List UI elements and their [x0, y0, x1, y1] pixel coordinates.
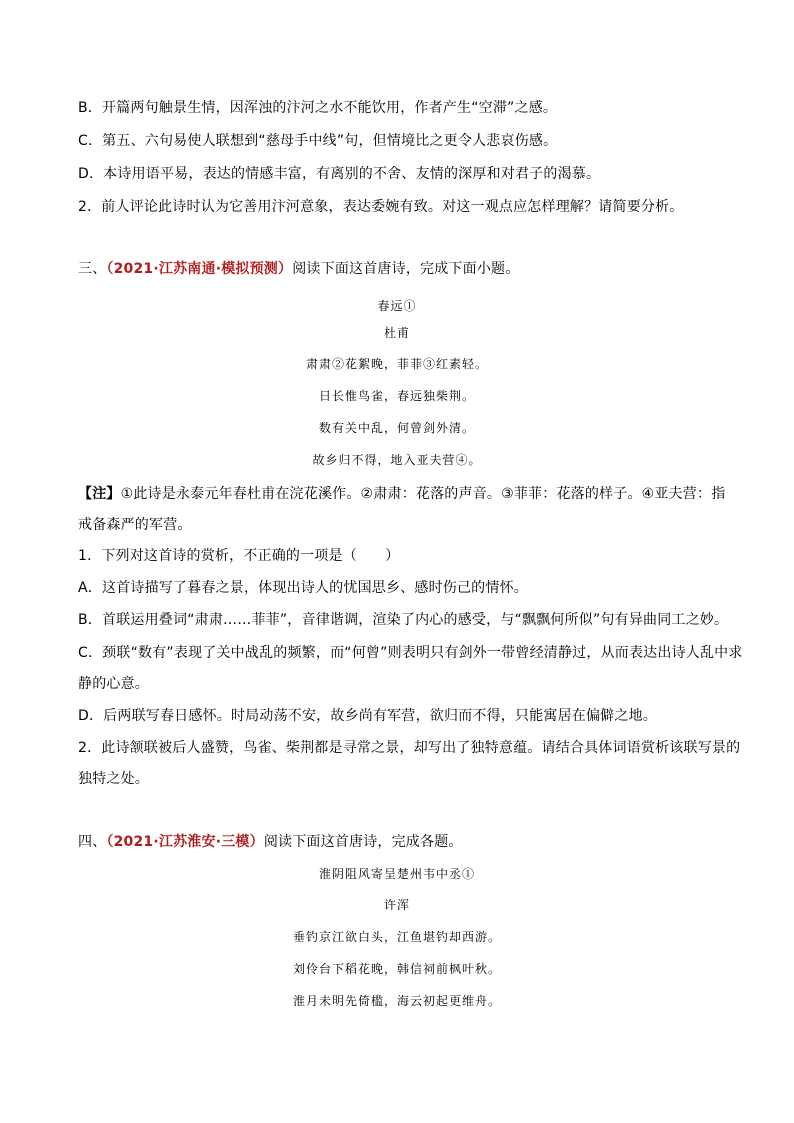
source-citation: （2021·江苏淮安·三模）: [106, 834, 264, 850]
poem-note: [78, 484, 734, 504]
option-d: D．本诗用语平易，表达的情感丰富，有离别的不舍、友情的深厚和对君子的渴慕。: [78, 166, 601, 182]
poem-title: 春远①: [377, 299, 417, 313]
poem-line: 日长惟鸟雀，春远独柴荆。: [318, 389, 475, 403]
poem-line: 刘伶台下稻花晚，韩信祠前枫叶秋。: [292, 962, 501, 976]
option-c-cont: 静的心意。: [78, 676, 149, 692]
poem-author: 许浑: [383, 898, 410, 912]
option-b: B．首联运用叠词“肃肃……菲菲”，音律谐调，渲染了内心的感受，与“飘飘何所似”句有异曲同工之妙。: [78, 612, 729, 628]
section-instruction: 阅读下面这首唐诗，完成各题。: [263, 834, 463, 850]
poem-author: 杜甫: [383, 326, 410, 340]
section-number: 三、: [78, 261, 107, 277]
section-instruction: 阅读下面这首唐诗，完成下面小题。: [292, 261, 520, 277]
source-citation: （2021·江苏南通·模拟预测）: [106, 261, 293, 277]
poem-line: 故乡归不得，地入亚夫营④。: [312, 453, 482, 467]
option-c: C．颈联“数有”表现了关中战乱的频繁，而“何曾”则表明只有剑外一带曾经清静过，从而表达出诗人乱中求: [78, 645, 743, 661]
poem-line: 淮月未明先倚槛，海云初起更维舟。: [292, 994, 501, 1008]
poem-note-cont: 戒备森严的军营。: [78, 517, 192, 533]
poem-line: 肃肃②花絮晚，菲菲③红素轻。: [305, 357, 488, 371]
poem-line: 垂钓京江欲白头，江鱼堪钓却西游。: [292, 930, 501, 944]
poem-line: 数有关中乱，何曾剑外清。: [318, 421, 475, 435]
option-a: A．这首诗描写了暮春之景，体现出诗人的忧国思乡、感时伤己的情怀。: [78, 580, 528, 596]
section-number: 四、: [78, 834, 107, 850]
note-text: ①此诗是永泰元年春杜甫在浣花溪作。②肃肃：花落的声音。③菲菲：花落的样子。④亚夫营：指: [120, 486, 726, 502]
option-d: D．后两联写春日感怀。时局动荡不安，故乡尚有军营，欲归而不得，只能寓居在偏僻之地。: [78, 708, 657, 724]
question-2-cont: 独特之处。: [78, 771, 149, 787]
question-1: 1．下列对这首诗的赏析，不正确的一项是（ ）: [78, 548, 400, 564]
poem-title: 淮阴阻风寄呈楚州韦中丞①: [318, 867, 475, 881]
question-2: 2．此诗颔联被后人盛赞，鸟雀、柴荆都是寻常之景，却写出了独特意蕴。请结合具体词语赏析该联写景的: [78, 740, 741, 756]
option-b: B．开篇两句触景生情，因浑浊的汴河之水不能饮用，作者产生“空滞”之感。: [78, 100, 558, 116]
question-2: 2．前人评论此诗时认为它善用汴河意象，表达委婉有致。对这一观点应怎样理解？请简要分析。: [78, 199, 684, 215]
section-4-heading: [78, 832, 734, 852]
section-3-heading: [78, 259, 734, 279]
option-c: C．第五、六句易使人联想到“慈母手中线”句，但情境比之更令人悲哀伤感。: [78, 133, 558, 149]
note-tag: 【注】: [78, 486, 121, 502]
